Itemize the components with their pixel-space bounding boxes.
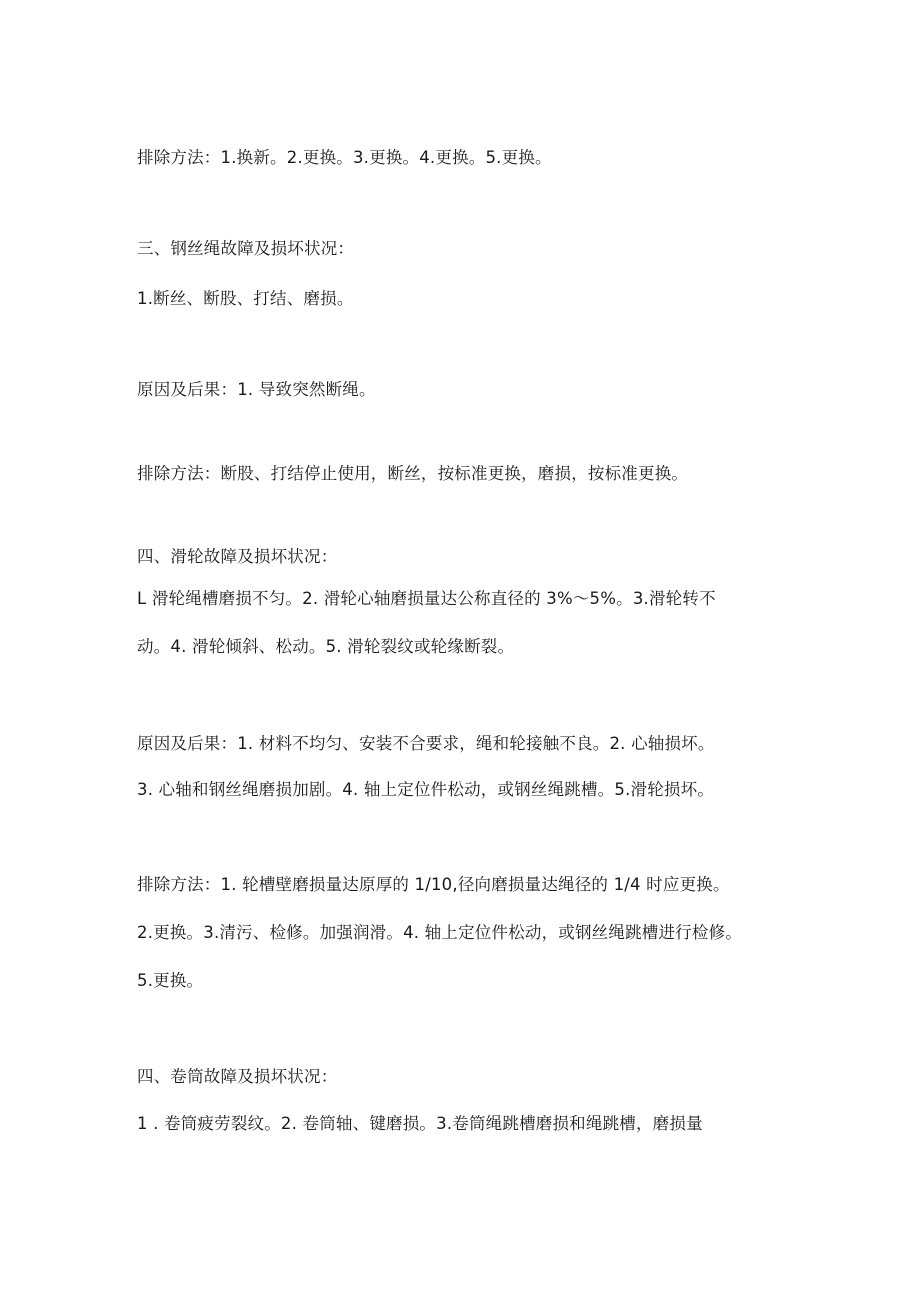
text-line-remedy-3c: 5.更换。: [137, 971, 204, 990]
text-line-pulley-faults-2: 动。4. 滑轮倾斜、松动。5. 滑轮裂纹或轮缘断裂。: [137, 637, 515, 656]
heading-wire-rope: 三、钢丝绳故障及损坏状况：: [137, 239, 355, 258]
text-line-remedy-3a: 排除方法：1. 轮槽壁磨损量达原厚的 1/10,径向磨损量达绳径的 1/4 时应更换。: [137, 875, 730, 894]
text-line-cause-2a: 原因及后果：1. 材料不均匀、安装不合要求，绳和轮接触不良。2. 心轴损坏。: [137, 734, 715, 753]
text-line-pulley-faults-1: L 滑轮绳槽磨损不匀。2. 滑轮心轴磨损量达公称直径的 3%～5%。3.滑轮转不: [137, 589, 716, 608]
text-line-cause-1: 原因及后果：1. 导致突然断绳。: [137, 380, 376, 399]
heading-drum: 四、卷筒故障及损坏状况：: [137, 1067, 338, 1086]
text-line-drum-faults: 1 . 卷筒疲劳裂纹。2. 卷筒轴、键磨损。3.卷筒绳跳槽磨损和绳跳槽，磨损量: [137, 1114, 703, 1133]
text-line-cause-2b: 3. 心轴和钢丝绳磨损加剧。4. 轴上定位件松动，或钢丝绳跳槽。5.滑轮损坏。: [137, 780, 715, 799]
text-line-remedy-3b: 2.更换。3.清污、检修。加强润滑。4. 轴上定位件松动，或钢丝绳跳槽进行检修。: [137, 923, 742, 942]
text-line-remedy-2: 排除方法：断股、打结停止使用，断丝，按标准更换，磨损，按标准更换。: [137, 464, 689, 483]
text-line-remedy-1: 排除方法：1.换新。2.更换。3.更换。4.更换。5.更换。: [137, 148, 552, 167]
text-line-wire-rope-faults: 1.断丝、断股、打结、磨损。: [137, 289, 354, 308]
heading-pulley: 四、滑轮故障及损坏状况：: [137, 547, 338, 566]
